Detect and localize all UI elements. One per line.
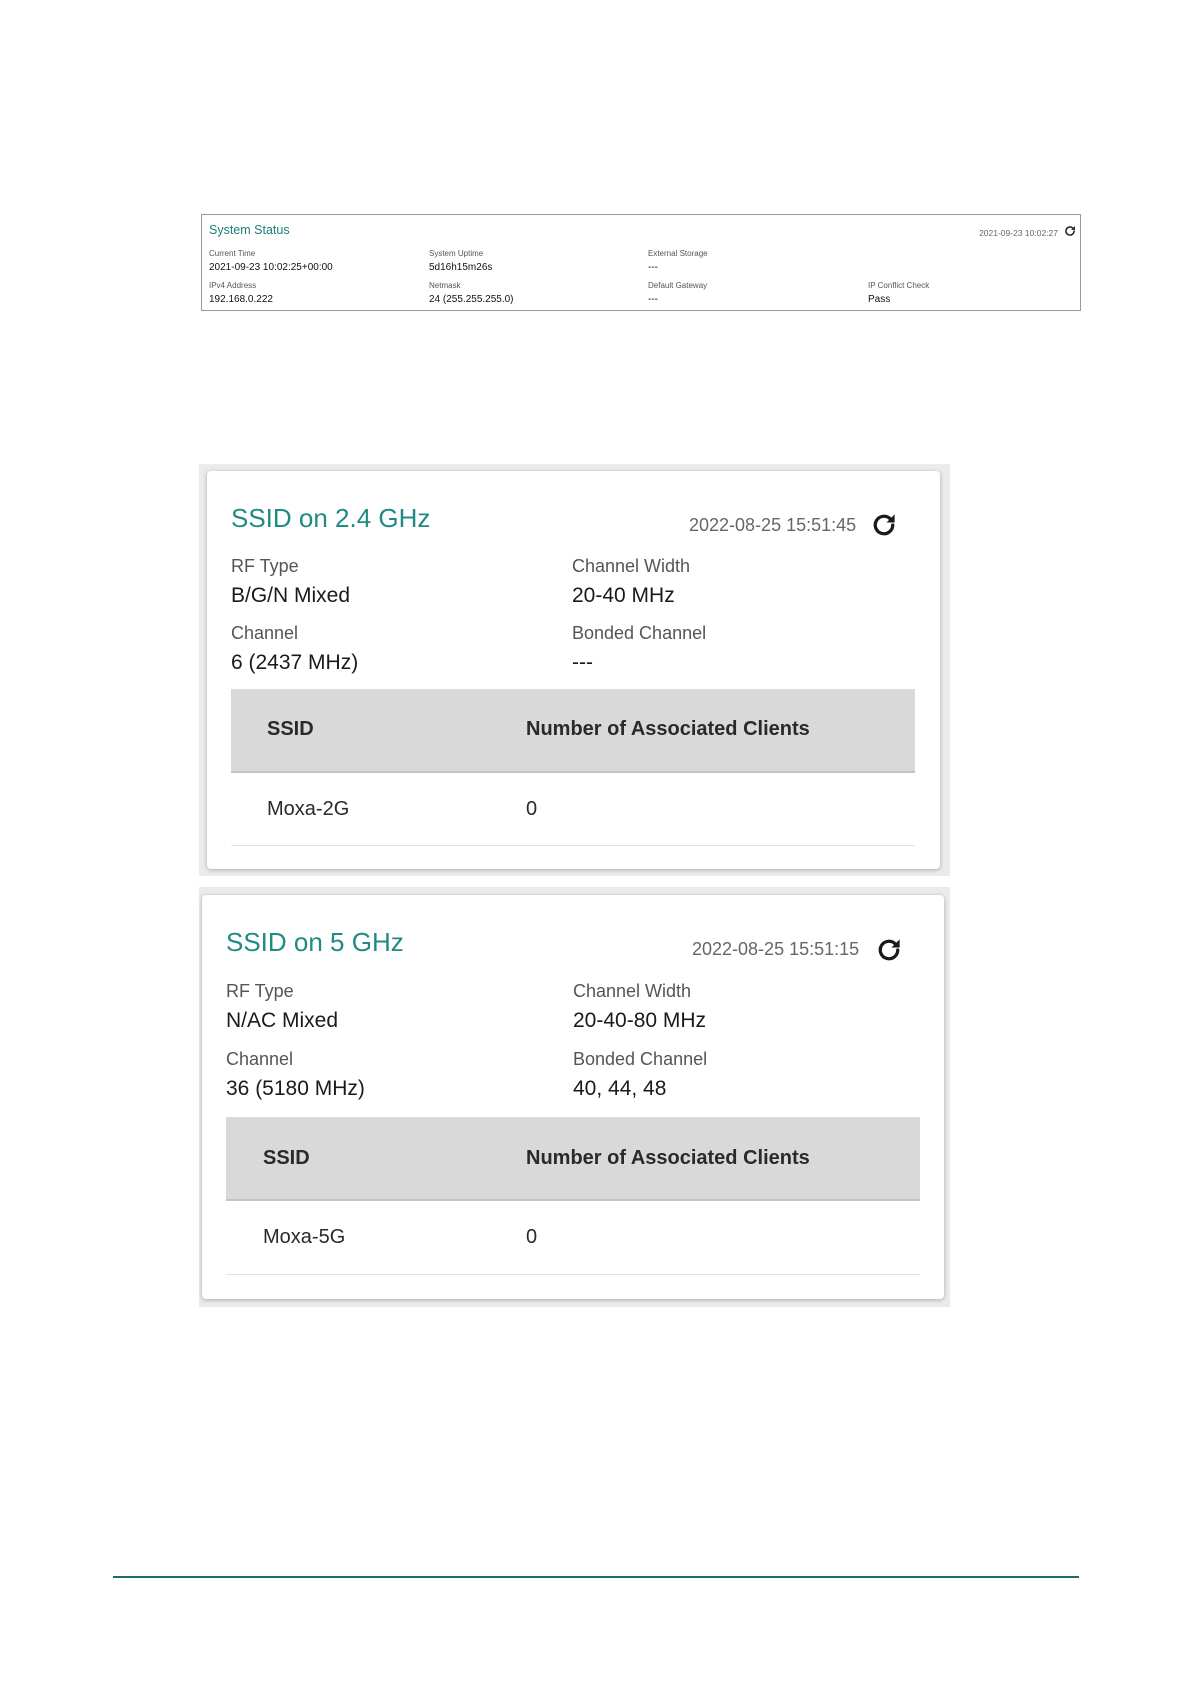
netmask-field: [429, 281, 514, 306]
netmask-value: 24 (255.255.255.0): [429, 294, 514, 305]
channel-field: [231, 622, 358, 676]
ssid-table: [226, 1117, 920, 1275]
row-clients: 0: [526, 798, 538, 820]
ssid-24-card: [207, 471, 940, 869]
external-storage-label: External Storage: [648, 249, 708, 258]
external-storage-field: [648, 249, 708, 274]
column-header-ssid[interactable]: SSID: [263, 1147, 310, 1169]
bonded-channel-field: [573, 1048, 707, 1102]
current-time-field: [209, 249, 333, 274]
ssid-5-timestamp: 2022-08-25 15:51:15: [692, 939, 860, 959]
channel-width-label: Channel Width: [573, 981, 692, 1001]
current-time-label: Current Time: [209, 249, 256, 258]
system-status-title: System Status: [209, 223, 290, 237]
ssid-24-title: SSID on 2.4 GHz: [231, 503, 431, 533]
ssid-5-card: [202, 895, 944, 1299]
system-uptime-value: 5d16h15m26s: [429, 262, 493, 273]
table-row[interactable]: [231, 773, 915, 846]
ip-conflict-check-value: Pass: [868, 294, 891, 305]
footer-rule: [113, 1576, 1079, 1578]
rf-type-field: [231, 555, 350, 609]
ipv4-address-value: 192.168.0.222: [209, 294, 273, 305]
table-row[interactable]: [226, 1201, 920, 1275]
channel-width-value: 20-40 MHz: [572, 584, 675, 607]
rf-type-label: RF Type: [226, 981, 294, 1001]
default-gateway-field: [648, 281, 707, 306]
bonded-channel-label: Bonded Channel: [573, 1049, 708, 1069]
ssid-table: [231, 689, 915, 846]
ipv4-address-label: IPv4 Address: [209, 281, 257, 290]
column-header-clients[interactable]: Number of Associated Clients: [526, 1147, 810, 1169]
rf-type-label: RF Type: [231, 556, 299, 576]
system-uptime-field: [429, 249, 492, 274]
channel-width-value: 20-40-80 MHz: [573, 1009, 707, 1032]
default-gateway-value: ---: [648, 294, 658, 305]
rf-type-value: B/G/N Mixed: [231, 584, 351, 607]
channel-width-field: [573, 980, 706, 1034]
rf-type-value: N/AC Mixed: [226, 1009, 339, 1032]
refresh-icon[interactable]: [874, 935, 904, 965]
column-header-clients[interactable]: Number of Associated Clients: [526, 718, 810, 740]
system-status-timestamp: 2021-09-23 10:02:27: [979, 228, 1058, 238]
ipv4-address-field: [209, 281, 273, 306]
bonded-channel-label: Bonded Channel: [572, 623, 707, 643]
rf-type-field: [226, 980, 338, 1034]
system-status-panel: [201, 214, 1081, 311]
ip-conflict-check-field: [868, 281, 929, 306]
row-clients: 0: [526, 1226, 538, 1248]
channel-label: Channel: [231, 623, 299, 643]
ip-conflict-check-label: IP Conflict Check: [868, 281, 930, 290]
row-ssid: Moxa-5G: [263, 1226, 346, 1248]
channel-value: 6 (2437 MHz): [231, 651, 359, 674]
bonded-channel-field: [572, 622, 706, 676]
external-storage-value: ---: [648, 262, 658, 273]
default-gateway-label: Default Gateway: [648, 281, 708, 290]
refresh-icon[interactable]: [869, 510, 899, 540]
row-ssid: Moxa-2G: [267, 798, 350, 820]
channel-width-field: [572, 555, 690, 609]
column-header-ssid[interactable]: SSID: [267, 718, 314, 740]
channel-field: [226, 1048, 365, 1102]
ssid-24-timestamp: 2022-08-25 15:51:45: [689, 515, 857, 535]
refresh-icon[interactable]: [1063, 224, 1077, 238]
channel-value: 36 (5180 MHz): [226, 1077, 365, 1100]
ssid-5-title: SSID on 5 GHz: [226, 927, 404, 957]
channel-label: Channel: [226, 1049, 294, 1069]
bonded-channel-value: ---: [572, 651, 593, 674]
channel-width-label: Channel Width: [572, 556, 691, 576]
table-header: [226, 1117, 920, 1201]
bonded-channel-value: 40, 44, 48: [573, 1077, 667, 1100]
netmask-label: Netmask: [429, 281, 461, 290]
table-header: [231, 689, 915, 773]
system-uptime-label: System Uptime: [429, 249, 484, 258]
current-time-value: 2021-09-23 10:02:25+00:00: [209, 262, 333, 273]
